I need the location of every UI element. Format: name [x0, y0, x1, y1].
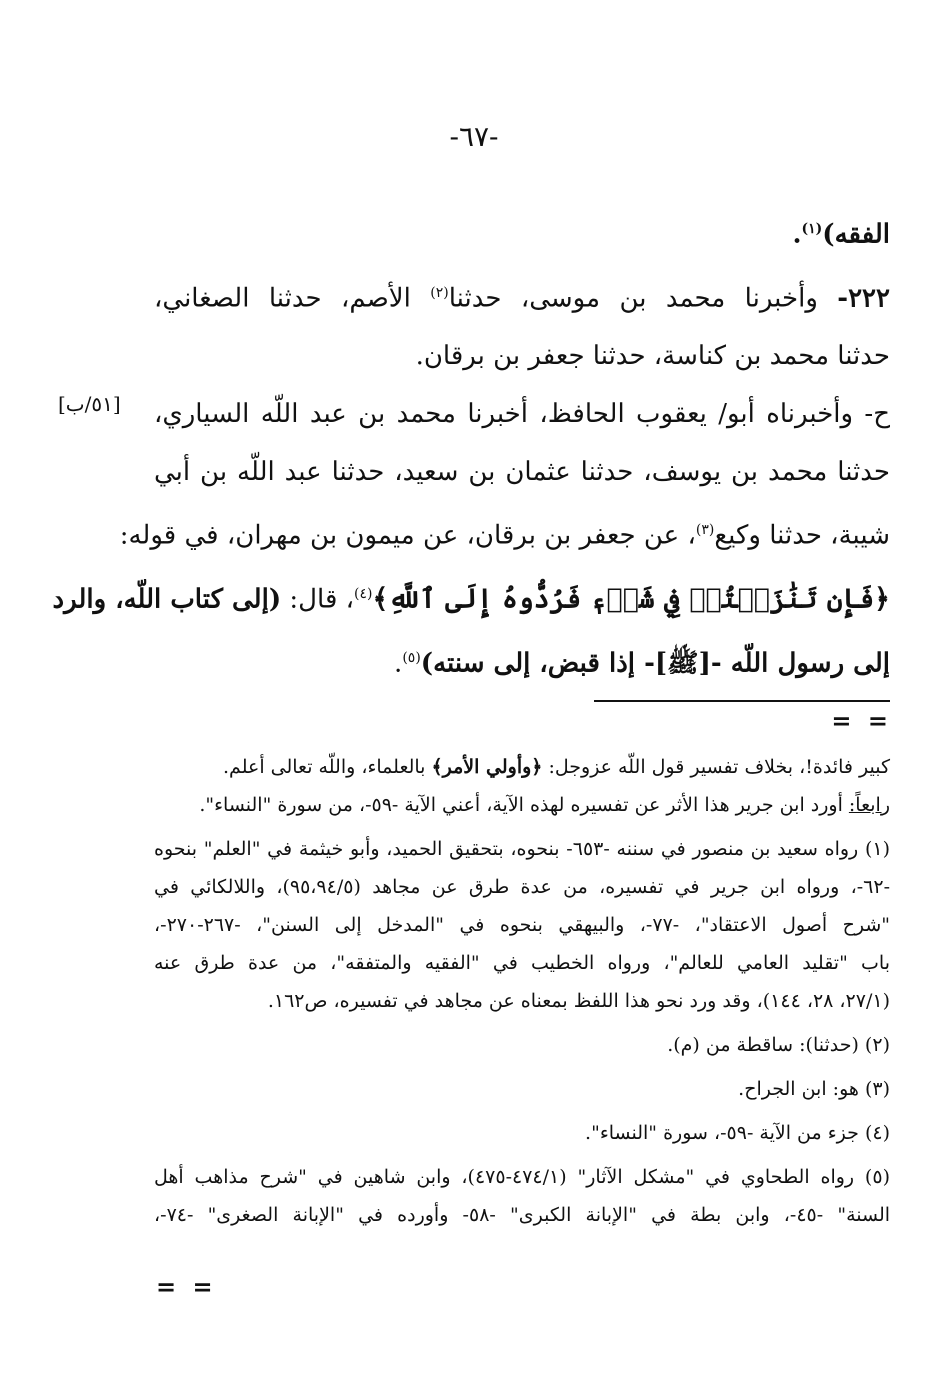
text-fiqh: الفقه): [822, 219, 890, 250]
main-line-2-b: الأصم، حدثنا الصغاني،: [154, 283, 431, 314]
period: .: [792, 219, 802, 250]
period: .: [394, 648, 403, 679]
main-line-6-a: شيبة، حدثنا وكيع: [714, 520, 890, 551]
footnote-continuation-2: [154, 786, 890, 824]
footnote-ref-5: (٥): [402, 649, 421, 666]
footnote-3: (٣) هو: ابن الجراح.: [738, 1078, 890, 1100]
fn-cont-1-a: كبير فائدة!، بخلاف تفسير قول اللّه عزوجل:: [542, 756, 890, 778]
footnote-4: (٤) جزء من الآية -٥٩-، سورة "النساء".: [585, 1122, 890, 1144]
main-line-6: [119, 501, 890, 565]
main-line-2-a: وأخبرنا محمد بن موسى، حدثنا: [448, 283, 838, 314]
footnote-1-line-4: باب "تقليد العامي للعالم"، ورواه الخطيب في "الفقيه والمتفقه"، من عدة طرق عنه: [154, 952, 890, 974]
main-line-1: [154, 200, 890, 264]
footnotes: [154, 748, 890, 1234]
main-line-8-a: إلى رسول اللّه -[ﷺ]- إذا قبض، إلى سنته): [420, 648, 890, 679]
fn-cont-2-rabi: رابعاً:: [848, 794, 890, 816]
footnote-ref-1: (١): [801, 221, 823, 237]
footnote-2: (٢) (حدثنا): ساقطة من (م).: [667, 1034, 890, 1056]
margin-folio-note: [٥١/ب]: [58, 392, 121, 416]
footnote-ref-3: (٣): [695, 522, 715, 539]
footnote-ref-4: (٤): [354, 585, 373, 602]
continuation-mark-bottom: = =: [156, 1272, 217, 1301]
footnote-5-line-1: (٥) رواه الطحاوي في "مشكل الآثار" (٤٧٤/١-٤٧٥)، وابن شاهين في "شرح مذاهب أهل: [154, 1166, 890, 1188]
footnote-1-line-5: (٢٧/١، ٢٨، ١٤٤)، وقد ورد نحو هذا اللفظ بمعناه عن مجاهد في تفسيره، ص١٦٢.: [267, 990, 890, 1012]
footnote-5-line-2: السنة" -٤٥-، وابن بطة في "الإبانة الكبرى" -٥٨- وأورده في "الإبانة الصغرى" -٧٤-،: [154, 1204, 891, 1226]
main-line-7-b: (إلى كتاب اللّه، والرد: [52, 584, 282, 615]
main-line-4: ح- وأخبرناه أبو/ يعقوب الحافظ، أخبرنا محمد بن عبد اللّه السياري،: [154, 399, 890, 430]
footnote-1-line-1: (١) رواه سعيد بن منصور في سننه -٦٥٣- بنحوه، بتحقيق الحميد، وأبو خيثمة في "العلم" بنحوه: [154, 838, 891, 860]
footnote-separator: [594, 700, 890, 702]
page-number: -٦٧-: [449, 120, 499, 153]
fn-cont-1-b: بالعلماء، واللّه تعالى أعلم.: [223, 756, 432, 778]
main-line-6-b: ، عن جعفر بن برقان، عن ميمون بن مهران، في قوله:: [119, 520, 696, 551]
main-line-5: حدثنا محمد بن يوسف، حدثنا عثمان بن سعيد، حدثنا عبد اللّه بن أبي: [154, 457, 890, 488]
main-line-2: [154, 264, 890, 328]
footnote-ref-2: (٢): [430, 284, 449, 301]
continuation-mark-top: = =: [831, 706, 892, 735]
footnote-1-line-3: "شرح أصول الاعتقاد"، -٧٧-، والبيهقي بنحوه في "المدخل إلى السنن"، -٢٦٧-٢٧٠-،: [154, 914, 890, 936]
fn-cont-1-quran: ﴿وأولي الأمر﴾: [431, 756, 543, 778]
footnote-continuation-1: [154, 748, 890, 786]
quran-verse: ﴿فَإِن تَنَٰزَعۡتُمۡ فِي شَيۡءٖ فَرُدُّوهُ إِلَى ٱللَّهِ﴾: [372, 583, 890, 615]
footnote-1-line-2: -٦٢-، ورواه ابن جرير في تفسيره، من عدة طرق عن مجاهد (٩٥،٩٤/٥)، واللالكائي في: [154, 876, 890, 898]
hadith-number: ٢٢٢-: [837, 283, 890, 314]
main-line-7: [52, 565, 890, 629]
fn-cont-2-b: أورد ابن جرير هذا الأثر عن تفسيره لهذه الآية، أعني الآية -٥٩-، من سورة "النساء".: [199, 794, 849, 816]
main-line-8: [154, 629, 890, 693]
main-line-7-a: ، قال:: [281, 584, 355, 615]
main-line-3: حدثنا محمد بن كناسة، حدثنا جعفر بن برقان.: [415, 341, 890, 372]
